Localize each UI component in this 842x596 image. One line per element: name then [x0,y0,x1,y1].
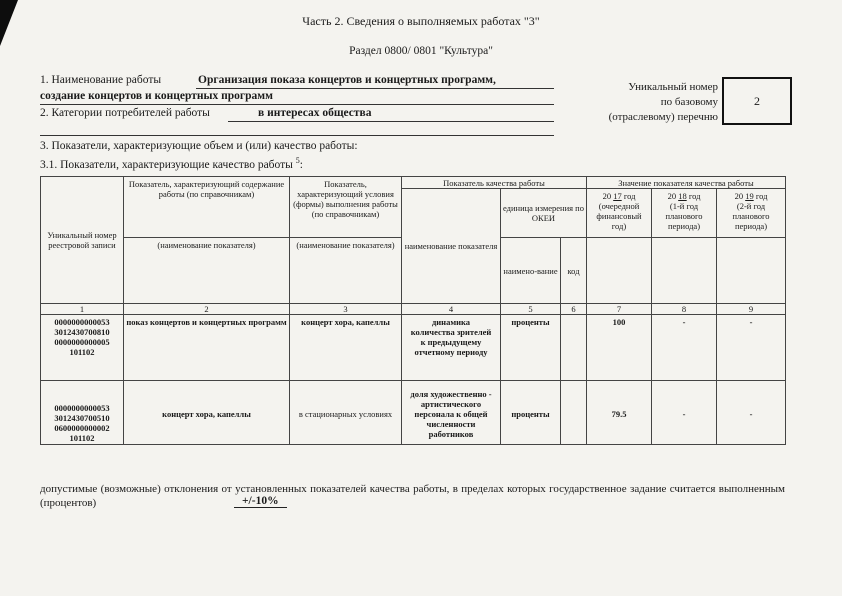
code-line: 0000000000053 [54,403,110,413]
code-line: 0000000000005 [54,337,110,347]
col-number: 4 [402,304,501,315]
value-year-3: - [717,315,786,381]
unit-value: проценты [501,315,561,381]
year-prefix: 20 [734,191,744,201]
col-number: 1 [41,304,124,315]
quality-title-colon: : [299,158,303,171]
quality-title [40,156,303,171]
work-name-label: 1. Наименование работы [40,74,162,86]
header-year-1 [587,189,652,238]
empty-cell [717,238,786,304]
section-title: Раздел 0800/ 0801 "Культура" [349,45,493,57]
code-line: 3012430700510 [54,413,110,423]
deviation-value: +/-10% [234,495,287,508]
empty-cell [652,238,717,304]
year-3-desc: (2-й год планового периода) [732,201,770,231]
year-1: 17 [613,191,622,201]
value-year-2: - [652,315,717,381]
code-line: 3012430700810 [54,327,110,337]
unique-number-label [592,80,718,125]
year-prefix: 20 [667,191,677,201]
col-number: 6 [561,304,587,315]
indicator-value: динамика количества зрителей к предыдущему отчетному периоду [402,315,501,381]
condition-value: в стационарных условиях [290,381,402,445]
empty-cell [587,238,652,304]
content-value: концерт хора, капеллы [124,381,290,445]
okei-code-value [561,381,587,445]
table-row [41,315,786,381]
indicator-value: доля художественно - артистического персонала к общей численности работников [402,381,501,445]
header-quality-value: Значение показателя качества работы [587,177,786,189]
condition-value: концерт хора, капеллы [290,315,402,381]
col-number: 2 [124,304,290,315]
work-name-underline-2 [40,104,554,105]
col-number: 8 [652,304,717,315]
year-suffix: год [755,191,768,201]
year-prefix: 20 [602,191,612,201]
header-okei-unit: единица измерения по ОКЕИ [501,189,587,238]
value-year-1: 79.5 [587,381,652,445]
work-name-value-line2: создание концертов и концертных программ [40,90,273,102]
unique-label-line3: (отраслевому) перечню [608,111,718,123]
header-year-3 [717,189,786,238]
year-3: 19 [745,191,754,201]
year-suffix: год [623,191,636,201]
registry-code [41,381,124,445]
code-line: 101102 [69,347,95,357]
year-suffix: год [688,191,701,201]
col-number: 5 [501,304,561,315]
header-conditions-name: (наименование показателя) [290,238,402,304]
table-row [41,381,786,445]
footnote-marker: 5 [295,156,300,165]
okei-code-value [561,315,587,381]
col-number: 9 [717,304,786,315]
header-unique-number: Уникальный номер реестровой записи [41,177,124,304]
header-quality-indicator: Показатель качества работы [402,177,587,189]
registry-code [41,315,124,381]
unique-number-box: 2 [722,77,792,125]
year-2-desc: (1-й год планового периода) [665,201,703,231]
value-year-3: - [717,381,786,445]
work-name-value-line1: Организация показа концертов и концертных программ, [198,74,496,86]
col-number: 7 [587,304,652,315]
header-indicator-name: наименование показателя [402,189,501,304]
category-underline [228,121,554,122]
category-label: 2. Категории потребителей работы [40,107,210,119]
header-okei-code: код [561,238,587,304]
code-line: 0600000000002 [54,423,110,433]
code-line: 0000000000053 [54,317,110,327]
header-content-indicator: Показатель, характеризующий содержание работы (по справочникам) [124,177,290,238]
category-value: в интересах общества [258,107,372,119]
value-year-2: - [652,381,717,445]
content-value: показ концертов и концертных программ [124,315,290,381]
blank-underline [40,135,554,136]
unique-label-line1: Уникальный номер [628,81,718,93]
unit-value: проценты [501,381,561,445]
header-content-name: (наименование показателя) [124,238,290,304]
header-year-2 [652,189,717,238]
year-2: 18 [678,191,687,201]
header-conditions-indicator: Показатель, характеризующий условия (формы) выполнения работы (по справочникам) [290,177,402,238]
deviation-text: допустимые (возможные) отклонения от установленных показателей качества работы, в пределах которых государственное задание считается выполненным (процентов) [40,483,785,509]
year-1-desc: (очередной финансовый год) [596,201,642,231]
unique-label-line2: по базовому [660,96,718,108]
header-okei-name: наимено-вание [501,238,561,304]
part-title: Часть 2. Сведения о выполняемых работах "3" [302,14,540,28]
col-number: 3 [290,304,402,315]
quality-indicators-table [40,176,786,445]
value-year-1: 100 [587,315,652,381]
work-name-underline-1 [196,88,554,89]
indicators-title: 3. Показатели, характеризующие объем и (или) качество работы: [40,140,358,152]
quality-title-text: 3.1. Показатели, характеризующие качество работы [40,158,293,171]
code-line: 101102 [69,433,95,443]
